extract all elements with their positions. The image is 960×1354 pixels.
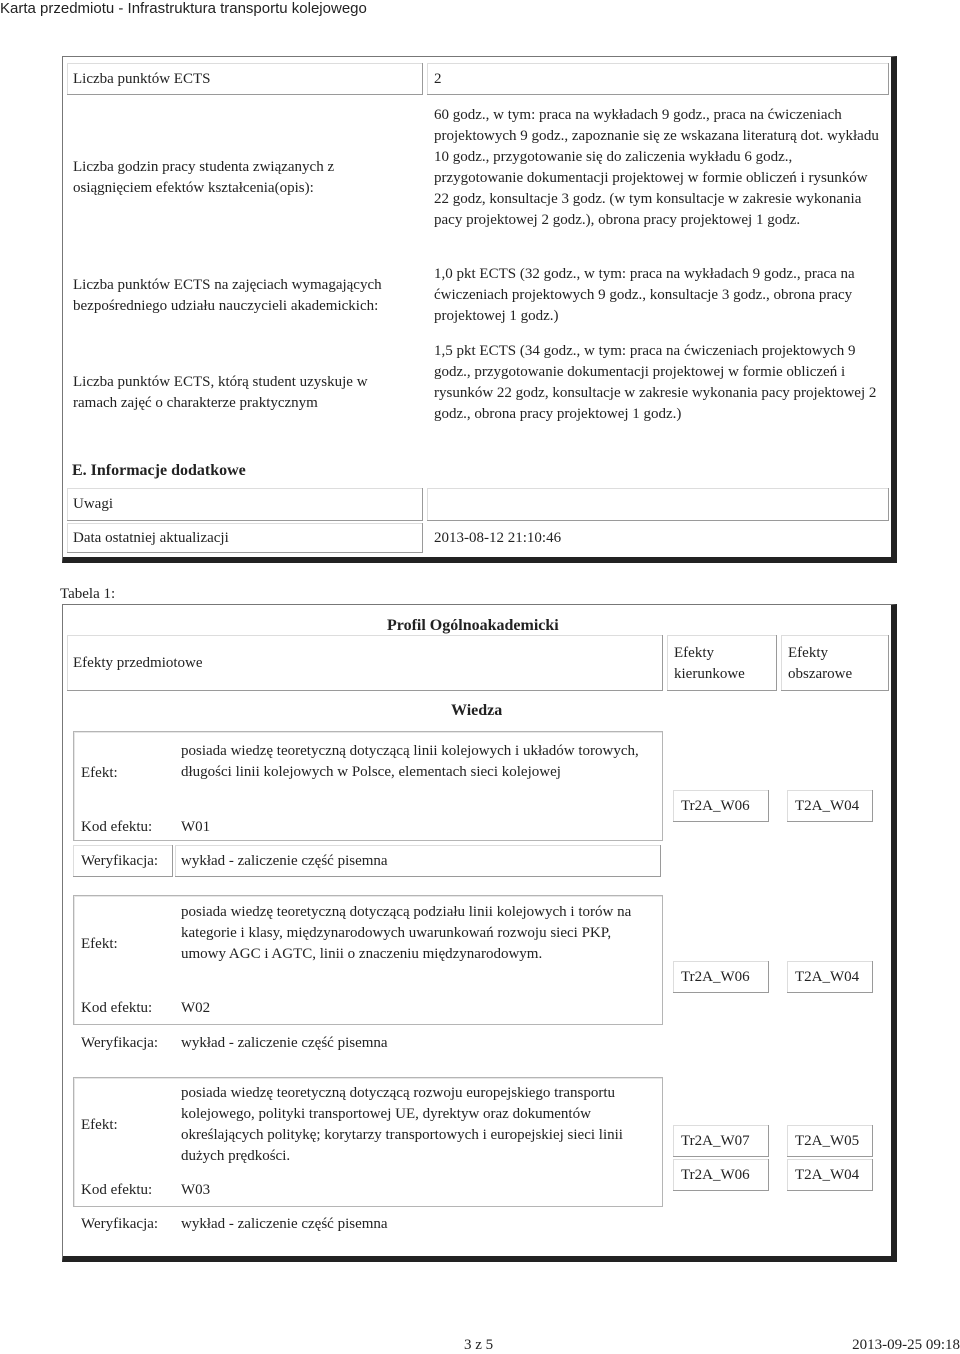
area-effect-code: T2A_W05 [795, 1133, 860, 1149]
field-effect-cell [673, 1125, 769, 1157]
field-effect-cell [673, 1159, 769, 1191]
col-field-effects-cell [667, 635, 777, 691]
area-effect-code: T2A_W04 [795, 798, 860, 814]
verification-label: Weryfikacja: [81, 853, 159, 869]
remarks-label-cell [67, 488, 423, 521]
practical-ects-value: 1,5 pkt ECTS (34 godz., w tym: praca na ćwiczeniach projektowych 9 godz., przygotowanie dokumentacji projektowej w formie obliczeń i rysunków 22 godz, konsultacje w zakresie wykonania pacy projektowej 2 godz., obrona pracy projektowej 1 godz.) [434, 343, 877, 422]
code-label: Kod efektu: [81, 819, 153, 835]
section-knowledge: Wiedza [451, 702, 503, 719]
ects-points-label-cell [67, 63, 423, 95]
hours-value: 60 godz., w tym: praca na wykładach 9 godz., praca na ćwiczeniach projektowych 9 godz., zapoznanie się ze wskazana literaturą dot. wykładu 10 godz., przygotowanie się do zaliczenia wykładu 6 godz., przygotowanie dokumentacji projektowej w formie obliczeń i rysunków 22 godz, konsultacje 3 godz. (w tym konsultacje w zakresie wykonania pacy projektowej 2 godz.), obrona pracy projektowej 1 godz. [434, 107, 879, 228]
area-effect-cell [787, 790, 873, 822]
verification-value: wykład - zaliczenie część pisemna [181, 853, 388, 869]
direct-ects-value: 1,0 pkt ECTS (32 godz., w tym: praca na wykładach 9 godz., praca na ćwiczeniach projektowych 9 godz., konsultacje 3 godz., obrona pracy projektowej 1 godz.) [434, 266, 855, 324]
remarks-label: Uwagi [73, 496, 113, 512]
effect-description: posiada wiedzę teoretyczną dotyczącą podziału linii kolejowych i torów na kategorie i klasy, międzynarodowych uwarunkowań rozwoju sieci PKP, umowy AGC i AGTC, linii o znaczeniu międzynarodowym. [181, 904, 632, 962]
field-effect-code: Tr2A_W07 [681, 1133, 750, 1149]
ects-points-value: 2 [434, 71, 442, 87]
field-effect-code: Tr2A_W06 [681, 969, 750, 985]
ects-box [62, 56, 897, 563]
field-effect-code: Tr2A_W06 [681, 1167, 750, 1183]
updated-label-cell [67, 523, 423, 553]
verification-value-cell [175, 845, 661, 877]
footer-page-number: 3 z 5 [464, 1337, 494, 1353]
effect-label: Efekt: [81, 765, 118, 781]
footer-print-date: 2013-09-25 09:18 [852, 1337, 960, 1353]
verification-label: Weryfikacja: [81, 1035, 159, 1051]
effect-label: Efekt: [81, 936, 118, 952]
section-e-title: E. Informacje dodatkowe [72, 462, 246, 479]
direct-ects-label: Liczba punktów ECTS na zajęciach wymagających bezpośredniego udziału nauczycieli akademickich: [73, 277, 382, 314]
updated-value: 2013-08-12 21:10:46 [434, 530, 562, 546]
verification-label: Weryfikacja: [81, 1216, 159, 1232]
table-caption: Tabela 1: [60, 586, 116, 602]
remarks-value-cell [427, 488, 889, 521]
field-effect-cell [673, 961, 769, 993]
effect-code: W02 [181, 1000, 211, 1016]
col-subject-effects: Efekty przedmiotowe [73, 655, 203, 671]
updated-value-cell [427, 523, 889, 553]
practical-ects-label: Liczba punktów ECTS, którą student uzyskuje w ramach zajęć o charakterze praktycznym [73, 374, 368, 411]
area-effect-cell [787, 961, 873, 993]
verification-value: wykład - zaliczenie część pisemna [181, 1216, 388, 1232]
field-effect-code: Tr2A_W06 [681, 798, 750, 814]
area-effect-cell [787, 1125, 873, 1157]
code-label: Kod efektu: [81, 1182, 153, 1198]
ects-points-value-cell [427, 63, 889, 95]
verification-value: wykład - zaliczenie część pisemna [181, 1035, 388, 1051]
area-effect-code: T2A_W04 [795, 1167, 860, 1183]
ects-points-label: Liczba punktów ECTS [73, 71, 211, 87]
hours-label: Liczba godzin pracy studenta związanych z osiągnięciem efektów kształcenia(opis): [73, 159, 335, 196]
code-label: Kod efektu: [81, 1000, 153, 1016]
effect-description: posiada wiedzę teoretyczną dotyczącą rozwoju europejskiego transportu kolejowego, polityki transportowej UE, dyrektyw oraz dokumentów określających politykę; korytarzy transportowych i europejskiej sieci linii dużych prędkości. [181, 1085, 623, 1164]
col-field-effects: Efekty kierunkowe [674, 645, 745, 682]
area-effect-cell [787, 1159, 873, 1191]
effect-label: Efekt: [81, 1117, 118, 1133]
col-area-effects-cell [781, 635, 889, 691]
field-effect-cell [673, 790, 769, 822]
col-subject-effects-cell [67, 635, 663, 691]
col-area-effects: Efekty obszarowe [788, 645, 853, 682]
effect-code: W01 [181, 819, 211, 835]
verification-label-cell [73, 845, 173, 877]
document-header-title: Karta przedmiotu - Infrastruktura transportu kolejowego [0, 0, 367, 17]
updated-label: Data ostatniej aktualizacji [73, 530, 229, 546]
area-effect-code: T2A_W04 [795, 969, 860, 985]
effect-description: posiada wiedzę teoretyczną dotyczącą linii kolejowych i układów torowych, długości linii kolejowych w Polsce, elementach sieci kolejowej [181, 743, 639, 780]
effects-table [62, 604, 897, 1262]
effect-code: W03 [181, 1182, 211, 1198]
profile-heading: Profil Ogólnoakademicki [387, 617, 559, 634]
